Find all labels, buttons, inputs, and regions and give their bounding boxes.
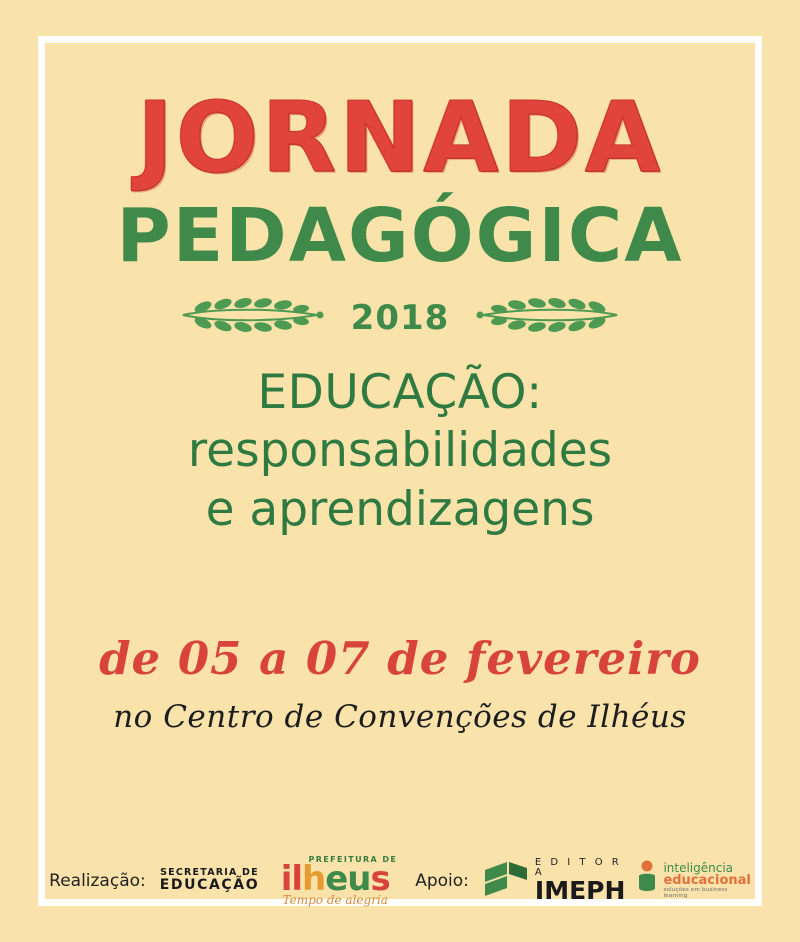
secretaria-line-2: EDUCAÇÃO [159, 877, 260, 894]
apoio-logos [483, 858, 751, 903]
person-icon [635, 858, 659, 903]
event-venue: no Centro de Convenções de Ilhéus [113, 698, 687, 735]
year-label: 2018 [350, 297, 450, 338]
theme-line-3: e aprendizagens [205, 482, 595, 538]
title-pedagogica: PEDAGÓGICA [116, 193, 684, 279]
logo-prefeitura-ilheus [269, 855, 401, 906]
secretaria-line-1: SECRETARIA DE [160, 867, 259, 879]
theme-line-2: responsabilidades [187, 423, 613, 479]
inteligencia-line-3: soluções em business learning [663, 886, 728, 899]
logo-secretaria-educacao [160, 868, 259, 893]
apoio-label: Apoio: [415, 870, 469, 891]
ilheus-w4: s [370, 859, 390, 899]
poster-content [60, 55, 740, 892]
inteligencia-line-1: inteligência [663, 860, 734, 875]
ilheus-slogan: Tempo de alegria [282, 893, 388, 907]
imeph-line-2: IMEPH [534, 876, 626, 905]
inteligencia-text [663, 862, 750, 900]
logo-inteligencia-educacional [635, 858, 750, 903]
imeph-text [535, 858, 626, 903]
theme-line-1: EDUCAÇÃO: [257, 364, 543, 420]
book-icon [483, 858, 529, 903]
leaf-branch-right-icon [475, 298, 625, 337]
ilheus-w3: eu [325, 859, 371, 899]
realizacao-label: Realização: [49, 870, 146, 891]
ilheus-w1: il [280, 859, 303, 899]
inteligencia-line-2: educacional [663, 873, 751, 889]
footer-sponsors [49, 855, 751, 907]
realizacao-logos [160, 855, 401, 906]
leaf-branch-left-icon [175, 298, 325, 337]
event-date: de 05 a 07 de fevereiro [99, 631, 701, 685]
year-row [60, 298, 740, 338]
ilheus-w2: h [302, 859, 326, 899]
ilheus-prefix: PREFEITURA DE [308, 855, 398, 864]
title-jornada: JORNADA [136, 81, 664, 194]
theme-text [188, 364, 612, 540]
logo-editora-imeph [483, 858, 626, 903]
imeph-line-1: E D I T O R A [534, 857, 622, 878]
